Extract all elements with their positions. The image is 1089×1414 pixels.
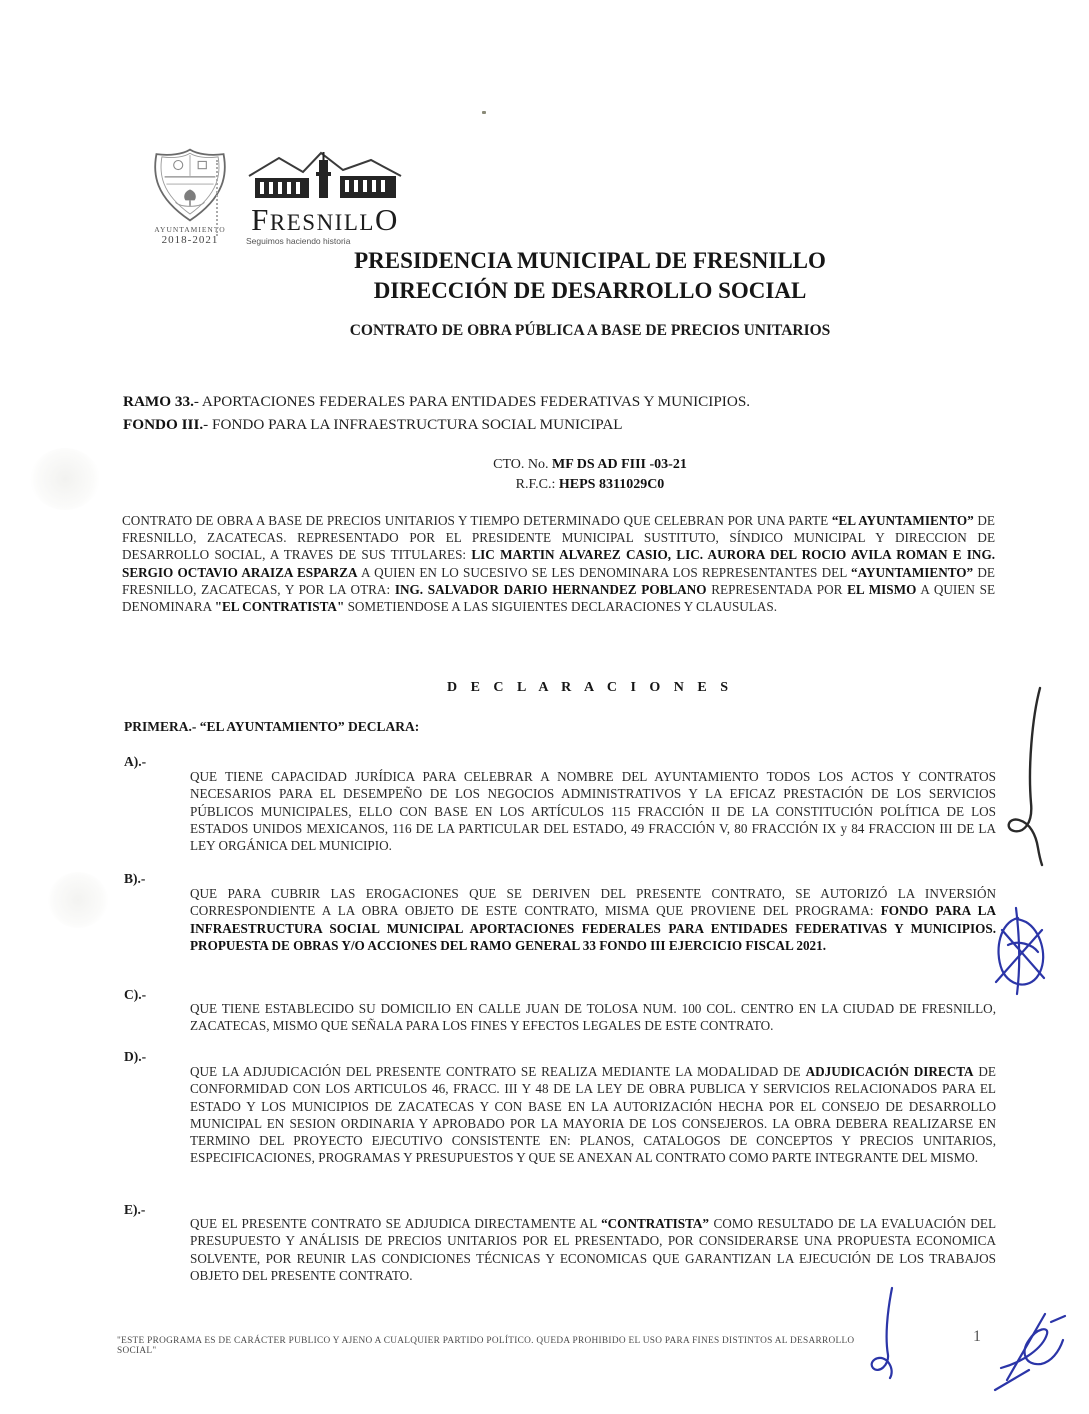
brand-letter: F bbox=[251, 202, 270, 237]
page-number: 1 bbox=[973, 1328, 981, 1345]
cto-line bbox=[90, 455, 1089, 475]
item-text-d: QUE LA ADJUDICACIÓN DEL PRESENTE CONTRATO SE REALIZA MEDIANTE LA MODALIDAD DE ADJUDICACIÓN DIRECTA DE CONFORMIDAD CON LOS ARTICULOS 46, FRACC. III Y 48 DE LA LEY DE OBRA PUBLICA Y SERVICIOS RELACIONADOS PARA EL ESTADO Y LOS MUNICIPIOS DE ZACATECAS Y CON BASE EN LA AUTORIZACIÓN HECHA POR EL CONSEJO DE DESARROLLO MUNICIPAL EN SESION ORDINARIA Y APROBADO POR LA MAYORIA DE LOS CONSEJEROS. LA OBRA DEBERA REALIZARSE EN TERMINO DEL PROYECTO EJECUTIVO CONSISTENTE EN: PLANOS, CATALOGOS DE CONCEPTOS Y PRECIOS UNITARIOS, ESPECIFICACIONES, PROGRAMAS Y PRESUPUESTOS Y QUE SE ANEXAN AL CONTRATO COMO PARTE INTEGRANTE DEL MISMO. bbox=[190, 1064, 996, 1166]
signature-stroke-icon bbox=[1000, 683, 1055, 868]
item-label-e: E).- bbox=[124, 1202, 146, 1217]
pen-signature-blue-initials bbox=[985, 1306, 1070, 1396]
shield-icon bbox=[144, 146, 236, 224]
document-subtitle bbox=[90, 322, 1089, 340]
intro-paragraph: CONTRATO DE OBRA A BASE DE PRECIOS UNITARIOS Y TIEMPO DETERMINADO QUE CELEBRAN POR UNA PARTE “EL AYUNTAMIENTO” DE FRESNILLO, ZACATECAS. REPRESENTADO POR EL PRESIDENTE MUNICIPAL SUSTITUTO, SÍNDICO MUNICIPAL Y DIRECCION DE DESARROLLO SOCIAL, A TRAVES DE SUS TITULARES: LIC MARTIN ALVAREZ CASIO, LIC. AURORA DEL ROCIO AVILA ROMAN E ING. SERGIO OCTAVIO ARAIZA ESPARZA A QUIEN EN LO SUCESIVO SE LES DENOMINARA LOS REPRESENTANTES DEL “AYUNTAMIENTO” DE FRESNILLO, ZACATECAS, Y POR LA OTRA: ING. SALVADOR DARIO HERNANDEZ POBLANO REPRESENTADA POR EL MISMO A QUIEN SE DENOMINARA "EL CONTRATISTA" SOMETIENDOSE A LAS SIGUIENTES DECLARACIONES Y CLAUSULAS. bbox=[122, 513, 996, 615]
shield-caption: AYUNTAMIENTO bbox=[154, 225, 226, 234]
fresnillo-skyline-icon bbox=[245, 150, 405, 202]
title-line-2: DIRECCIÓN DE DESARROLLO SOCIAL bbox=[373, 278, 807, 303]
ramo-label: RAMO 33. bbox=[123, 393, 194, 410]
brand-letters: RESNILL bbox=[269, 210, 375, 235]
program-block bbox=[123, 390, 1003, 436]
cto-number: MF DS AD FIII -03-21 bbox=[552, 457, 687, 472]
item-text-b: QUE PARA CUBRIR LAS EROGACIONES QUE SE DERIVEN DEL PRESENTE CONTRATO, SE AUTORIZÓ LA INVERSIÓN CORRESPONDIENTE A LA OBRA OBJETO DE ESTE CONTRATO, MISMA QUE PROVIENE DEL PROGRAMA: FONDO PARA LA INFRAESTRUCTURA SOCIAL MUNICIPAL APORTACIONES FEDERALES PARA ENTIDADES FEDERATIVAS Y MUNICIPIOS. PROPUESTA DE OBRAS Y/O ACCIONES DEL RAMO GENERAL 33 FONDO III EJERCICIO FISCAL 2021. bbox=[190, 886, 996, 953]
declaraciones-heading: D E C L A R A C I O N E S bbox=[446, 680, 734, 695]
rfc-label: R.F.C.: bbox=[515, 477, 559, 492]
item-text-a: QUE TIENE CAPACIDAD JURÍDICA PARA CELEBRAR A NOMBRE DEL AYUNTAMIENTO TODOS LOS ACTOS Y CONTRATOS NECESARIOS PARA EL DESEMPEÑO DE LOS NEGOCIOS ADMINISTRATIVOS Y LA EFICAZ PRESTACIÓN DE LOS SERVICIOS PÚBLICOS MUNICIPALES, ELLO CON BASE EN LOS ARTÍCULOS 115 FRACCIÓN II DE LA CONSTITUCIÓN POLÍTICA DE LOS ESTADOS UNIDOS MEXICANOS, 116 DE LA PARTICULAR DEL ESTADO, 49 FRACCIÓN V, 80 FRACCIÓN IX y 84 FRACCION III DE LA LEY ORGÁNICA DEL MUNICIPIO. bbox=[190, 769, 996, 854]
title-line-1: PRESIDENCIA MUNICIPAL DE FRESNILLO bbox=[354, 248, 826, 273]
footer-disclaimer: "ESTE PROGRAMA ES DE CARÁCTER PUBLICO Y AJENO A CUALQUIER PARTIDO POLÍTICO. QUEDA PROHIBIDO EL USO PARA FINES DISTINTOS AL DESARROLLO SOCIAL" bbox=[117, 1336, 855, 1356]
signature-scribble-icon bbox=[988, 900, 1050, 1000]
brand-name bbox=[240, 204, 410, 235]
primera-heading: PRIMERA.- “EL AYUNTAMIENTO” DECLARA: bbox=[124, 719, 420, 734]
cto-label: CTO. No. bbox=[493, 457, 553, 472]
fondo-label: FONDO III. bbox=[123, 416, 204, 433]
pen-signature-blue-scribble bbox=[988, 900, 1050, 1000]
brand-letter: O bbox=[374, 202, 399, 237]
rfc-line bbox=[90, 475, 1089, 495]
fondo-line bbox=[123, 413, 1003, 436]
item-label-b: B).- bbox=[124, 871, 146, 886]
pen-signature-blue-loop bbox=[862, 1283, 907, 1381]
logo-divider bbox=[216, 160, 218, 236]
item-text-c: QUE TIENE ESTABLECIDO SU DOMICILIO EN CALLE JUAN DE TOLOSA NUM. 100 COL. CENTRO EN LA CIUDAD DE FRESNILLO, ZACATECAS, MISMO QUE SEÑALA PARA LOS FINES Y EFECTOS LEGALES DE ESTE CONTRATO. bbox=[190, 1001, 996, 1034]
subtitle-text: CONTRATO DE OBRA PÚBLICA A BASE DE PRECIOS UNITARIOS bbox=[349, 322, 831, 339]
item-text-e: QUE EL PRESENTE CONTRATO SE ADJUDICA DIRECTAMENTE AL “CONTRATISTA” COMO RESULTADO DE LA EVALUACIÓN DEL PRESUPUESTO Y ANÁLISIS DE PRECIOS UNITARIOS POR EL PRESENTADO, POR CONSIDERARSE UNA PROPUESTA ECONOMICA SOLVENTE, POR REUNIR LAS CONDICIONES TÉCNICAS Y ECONOMICAS QUE GARANTIZAN LA EJECUCIÓN DE LOS TRABAJOS OBJETO DEL PRESENTE CONTRATO. bbox=[190, 1216, 996, 1283]
ramo-line bbox=[123, 390, 1003, 413]
fresnillo-logo bbox=[240, 150, 410, 246]
shield-years: 2018-2021 bbox=[161, 234, 219, 246]
signature-loop-icon bbox=[862, 1283, 907, 1381]
contract-reference bbox=[90, 455, 1089, 495]
signature-initials-icon bbox=[985, 1306, 1070, 1396]
scan-artifact bbox=[48, 872, 108, 928]
item-label-a: A).- bbox=[124, 754, 147, 769]
fondo-text: - FONDO PARA LA INFRAESTRUCTURA SOCIAL MUNICIPAL bbox=[203, 416, 623, 433]
rfc-value: HEPS 8311029C0 bbox=[558, 477, 665, 492]
ramo-text: - APORTACIONES FEDERALES PARA ENTIDADES FEDERATIVAS Y MUNICIPIOS. bbox=[193, 393, 751, 410]
scan-speck bbox=[482, 111, 486, 114]
item-label-c: C).- bbox=[124, 987, 147, 1002]
title-block bbox=[90, 246, 1089, 306]
item-label-d: D).- bbox=[124, 1049, 147, 1064]
municipal-shield-logo bbox=[130, 146, 250, 246]
pen-signature-black bbox=[1000, 683, 1055, 868]
brand-tagline: Seguimos haciendo historia bbox=[246, 236, 351, 246]
